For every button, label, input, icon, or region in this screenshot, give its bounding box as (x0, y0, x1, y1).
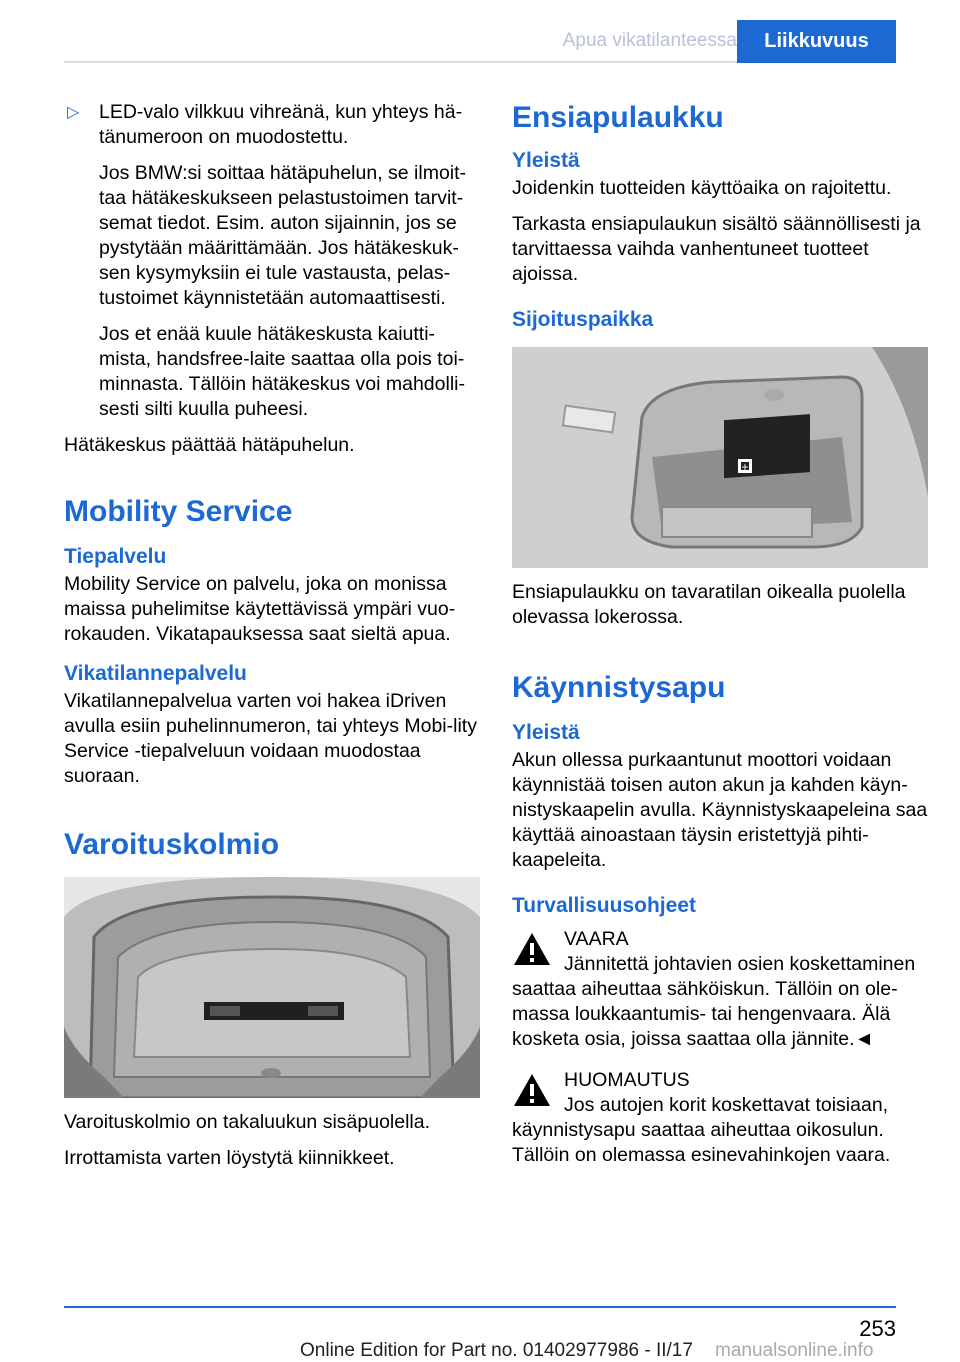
danger-text: Jännitettä johtavien osien koskettaminen saattaa aiheuttaa sähköiskun. Tällöin on ole‐massa loukkaantumis- tai hengenvaara. Älä kosketa osia, joissa saattaa olla jännite.◄ (512, 953, 916, 1050)
left-column (64, 100, 480, 1182)
caution-label: HUOMAUTUS (564, 1069, 690, 1091)
vikatilannepalvelu-text: Vikatilannepalvelua varten voi hakea iDriven avulla esiin puhelinnumeron, tai yhteys Mobi‐lity Service -tiepalveluun voidaan muodostaa suoraan. (64, 690, 477, 787)
caution-text: Jos autojen korit koskettavat toisiaan, käynnistysapu saattaa aiheuttaa oikosulun. Tällöin on olemassa esinevahinkojen vaara. (512, 1094, 891, 1166)
heading-ensiapulaukku: Ensiapulaukku (512, 101, 724, 134)
watermark-text: manualsonline.info (715, 1340, 874, 1361)
paragraph-end-call: Hätäkeskus päättää hätäpuhelun. (64, 434, 355, 456)
danger-notice (512, 927, 928, 952)
heading-vikatilannepalvelu: Vikatilannepalvelu (64, 662, 247, 685)
heading-yleista-2: Yleistä (512, 721, 580, 744)
triangle-bullet-icon: ▷ (67, 104, 80, 121)
heading-varoituskolmio: Varoituskolmio (64, 828, 280, 861)
right-column (512, 100, 928, 1179)
page-number: 253 (859, 1316, 896, 1341)
varoituskolmio-text-1: Varoituskolmio on takaluukun sisäpuolella. (64, 1111, 431, 1133)
footer-rule (64, 1306, 896, 1308)
caution-notice (512, 1068, 928, 1093)
first-aid-illustration (512, 347, 928, 568)
varoituskolmio-text-2: Irrottamista varten löystytä kiinnikkeet. (64, 1147, 395, 1169)
sijoituspaikka-text: Ensiapulaukku on tavaratilan oikealla puolella olevassa lokerossa. (512, 581, 906, 628)
trunk-lid-illustration (64, 877, 480, 1098)
indent-paragraph-2: Jos et enää kuule hätäkeskusta kaiutti‐mista, handsfree-laite saattaa olla pois toi‐minnasta. Tällöin hätäkeskus voi mahdolli‐sesti silti kuulla puheesi. (99, 323, 465, 420)
heading-tiepalvelu: Tiepalvelu (64, 545, 167, 568)
header-chapter-tab: Liikkuvuus (737, 20, 896, 63)
danger-label: VAARA (564, 928, 629, 950)
bullet-text: LED-valo vilkkuu vihreänä, kun yhteys hä‐tänumeroon on muodostettu. (99, 101, 463, 148)
bullet-item (64, 100, 480, 150)
tiepalvelu-text: Mobility Service on palvelu, joka on monissa maissa puhelimitse käytettävissä ympäri vuo‐rokauden. Vikatapauksessa saat sieltä apua. (64, 573, 456, 645)
heading-mobility-service: Mobility Service (64, 495, 293, 528)
first-aid-figure (512, 347, 928, 568)
trunk-lid-figure (64, 877, 480, 1098)
edition-note: Online Edition for Part no. 01402977986 - II/17 (300, 1340, 693, 1361)
ensiapulaukku-text-1: Joidenkin tuotteiden käyttöaika on rajoitettu. (512, 177, 892, 199)
heading-turvallisuusohjeet: Turvallisuusohjeet (512, 894, 696, 917)
heading-yleista-1: Yleistä (512, 149, 580, 172)
kaynnistysapu-text: Akun ollessa purkaantunut moottori voidaan käynnistää toisen auton akun ja kahden käyn‐nistyskaapelin avulla. Käynnistyskaapeleina saa käyttää ainoastaan täysin eristettyjä pihti‐kaapeleita. (512, 749, 928, 871)
caution-triangle-icon (512, 1072, 552, 1108)
warning-triangle-icon (512, 931, 552, 967)
ensiapulaukku-text-2: Tarkasta ensiapulaukun sisältö säännöllisesti ja tarvittaessa vaihda vanhentuneet tuotteet ajoissa. (512, 213, 921, 285)
indent-paragraph-1: Jos BMW:si soittaa hätäpuhelun, se ilmoit‐taa hätäkeskukseen pelastustoimen tarvit‐semat tiedot. Esim. auton sijainnin, jos se pystytään määrittämään. Jos hätäkeskuk‐sen kysymyksiin ei tule vastausta, pelas‐tustoimet käynnistetään automaattisesti. (99, 162, 467, 309)
header-section-title: Apua vikatilanteessa (562, 30, 737, 51)
heading-sijoituspaikka: Sijoituspaikka (512, 308, 654, 331)
heading-kaynnistysapu: Käynnistysapu (512, 671, 726, 704)
svg-text:+: + (741, 460, 749, 474)
